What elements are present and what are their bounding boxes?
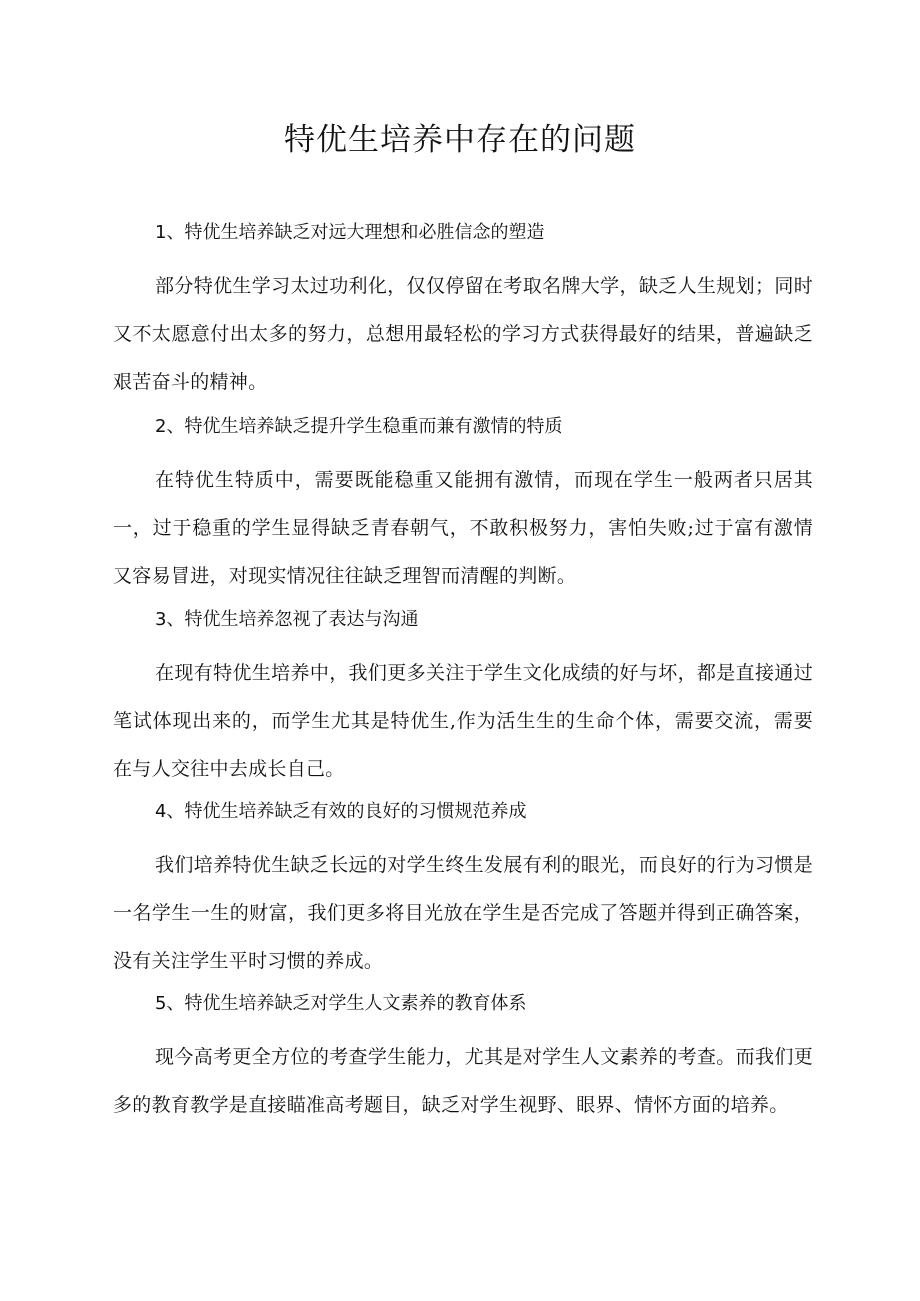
section-body: 我们培养特优生缺乏长远的对学生终生发展有利的眼光，而良好的行为习惯是一名学生一生的财富，我们更多将目光放在学生是否完成了答题并得到正确答案，没有关注学生平时习惯的养成。 (113, 854, 813, 972)
section-heading: 1、特优生培养缺乏对远大理想和必胜信念的塑造 (155, 222, 545, 243)
section-body: 部分特优生学习太过功利化，仅仅停留在考取名牌大学，缺乏人生规划；同时又不太愿意付出太多的努力，总想用最轻松的学习方式获得最好的结果，普遍缺乏艰苦奋斗的精神。 (113, 275, 813, 393)
section-2 (113, 412, 813, 600)
section-body: 现今高考更全方位的考查学生能力，尤其是对学生人文素养的考查。而我们更多的教育教学是直接瞄准高考题目，缺乏对学生视野、眼界、情怀方面的培养。 (113, 1046, 813, 1116)
section-5 (113, 989, 813, 1129)
section-body: 在特优生特质中，需要既能稳重又能拥有激情，而现在学生一般两者只居其一，过于稳重的学生显得缺乏青春朝气，不敢积极努力，害怕失败;过于富有激情又容易冒进，对现实情况往往缺乏理智而清醒的判断。 (113, 469, 813, 587)
section-3 (113, 605, 813, 793)
section-1 (113, 218, 813, 406)
section-heading: 5、特优生培养缺乏对学生人文素养的教育体系 (155, 993, 527, 1014)
section-heading: 2、特优生培养缺乏提升学生稳重而兼有激情的特质 (155, 416, 563, 437)
section-heading: 4、特优生培养缺乏有效的良好的习惯规范养成 (155, 801, 527, 822)
document-title: 特优生培养中存在的问题 (284, 122, 636, 158)
section-4 (113, 797, 813, 985)
section-heading: 3、特优生培养忽视了表达与沟通 (155, 609, 419, 630)
section-body: 在现有特优生培养中，我们更多关注于学生文化成绩的好与坏，都是直接通过笔试体现出来的，而学生尤其是特优生,作为活生生的生命个体，需要交流，需要在与人交往中去成长自己。 (113, 662, 813, 780)
